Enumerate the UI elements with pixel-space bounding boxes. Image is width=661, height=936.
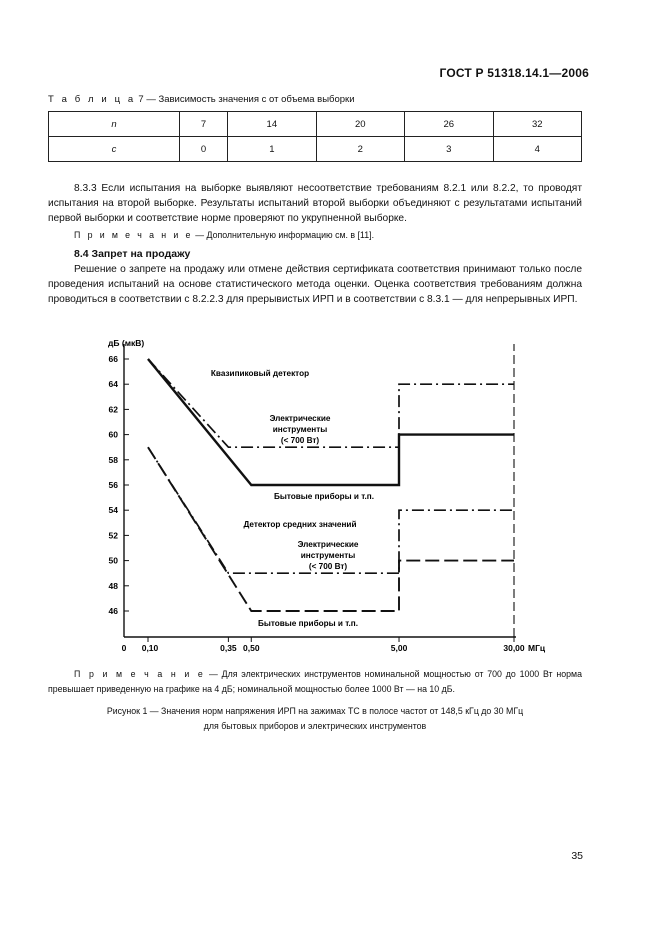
table-cell: 1	[228, 137, 316, 162]
note-text: — Для электрических инструментов номинальной мощностью от 700 до 1000 Вт норма превышает приведенную на графике на 4 дБ; номинальной мощностью более 1000 Вт — на 10 дБ.	[48, 669, 582, 694]
table-row-label: n	[49, 112, 180, 137]
y-tick-label: 52	[108, 530, 118, 541]
table-cell: 14	[228, 112, 316, 137]
annotation-avg-power-tools: Электрические	[297, 540, 359, 549]
figure-caption-line-2: для бытовых приборов и электрических инструментов	[203, 721, 427, 731]
annotation-qp-power-tools: (< 700 Вт)	[280, 436, 320, 445]
x-tick-label: 30,00	[503, 643, 525, 653]
limit-line-series-4	[148, 447, 514, 611]
figure-caption	[48, 704, 582, 734]
annotation-average-detector: Детектор средних значений	[243, 520, 357, 529]
y-tick-label: 62	[108, 404, 118, 415]
note-prefix: П р и м е ч а н и е	[74, 669, 206, 679]
y-tick-label: 64	[108, 379, 118, 390]
y-tick-label: 50	[108, 555, 118, 566]
table-cell: 7	[180, 112, 228, 137]
x-tick-label: 0,10	[141, 643, 159, 653]
y-tick-label: 56	[108, 480, 118, 490]
note-prefix: П р и м е ч а н и е	[74, 230, 193, 240]
annotation-avg-power-tools: (< 700 Вт)	[308, 562, 348, 571]
document-standard-number: ГОСТ Р 51318.14.1—2006	[439, 66, 589, 80]
y-tick-label: 48	[108, 580, 118, 591]
annotation-quasi-peak-detector: Квазипиковый детектор	[210, 369, 310, 378]
table-cell: 3	[405, 137, 493, 162]
table-cell: 20	[316, 112, 404, 137]
table-cell: 26	[405, 112, 493, 137]
annotation-avg-power-tools: инструменты	[300, 551, 356, 560]
annotation-qp-power-tools: Электрические	[269, 414, 331, 423]
limit-line-series-2	[148, 359, 514, 485]
x-tick-label: 5,00	[390, 643, 408, 653]
x-tick-label: 0,50	[243, 643, 260, 653]
annotation-qp-power-tools: инструменты	[272, 425, 328, 434]
page-number: 35	[571, 850, 583, 862]
section-8-3-3-paragraph: 8.3.3 Если испытания на выборке выявляют несоответствие требованиям 8.2.1 или 8.2.2, то проводят испытания на второй выборке. Результаты испытаний второй выборки объединяют с результатами испытаний первой выборки и соответствие норме проверяют по укрупненной выборке.	[48, 183, 582, 224]
y-tick-label: 54	[108, 505, 118, 516]
section-8-4-heading: 8.4 Запрет на продажу	[74, 248, 191, 260]
table-caption-prefix: Т а б л и ц а	[48, 94, 136, 105]
y-axis-label: дБ (мкВ)	[108, 338, 145, 348]
x-origin-label: 0	[121, 643, 127, 653]
table-cell: 2	[316, 137, 404, 162]
x-axis-label: МГц	[528, 643, 546, 653]
y-tick-label: 66	[108, 354, 118, 364]
y-tick-label: 46	[108, 606, 118, 616]
y-tick-label: 58	[108, 454, 118, 465]
annotation-qp-household: Бытовые приборы и т.п.	[273, 492, 375, 501]
annotation-avg-household: Бытовые приборы и т.п.	[257, 619, 359, 628]
table-row-label: c	[49, 137, 180, 162]
table-cell: 32	[493, 112, 581, 137]
x-tick-label: 0,35	[220, 643, 237, 653]
note-power-rating	[48, 667, 582, 697]
figure-caption-line-1: Рисунок 1 — Значения норм напряжения ИРП на зажимах ТС в полосе частот от 148,5 кГц до 30 МГц	[106, 706, 524, 716]
note-text: — Дополнительную информацию см. в [11].	[195, 230, 375, 240]
table-caption-text: 7 — Зависимость значения c от объема выборки	[138, 94, 355, 105]
table-cell: 4	[493, 137, 581, 162]
section-8-4-paragraph: Решение о запрете на продажу или отмене действия сертификата соответствия принимают только после проведения испытаний на основе статистического метода оценки. Оценка соответствия требованиям должна проводиться в соответствии с 8.2.2.3 для прерывистых ИРП и в соответствии с 8.3.1 — для непрерывных ИРП.	[48, 264, 582, 305]
y-tick-label: 60	[108, 429, 118, 440]
table-cell: 0	[180, 137, 228, 162]
